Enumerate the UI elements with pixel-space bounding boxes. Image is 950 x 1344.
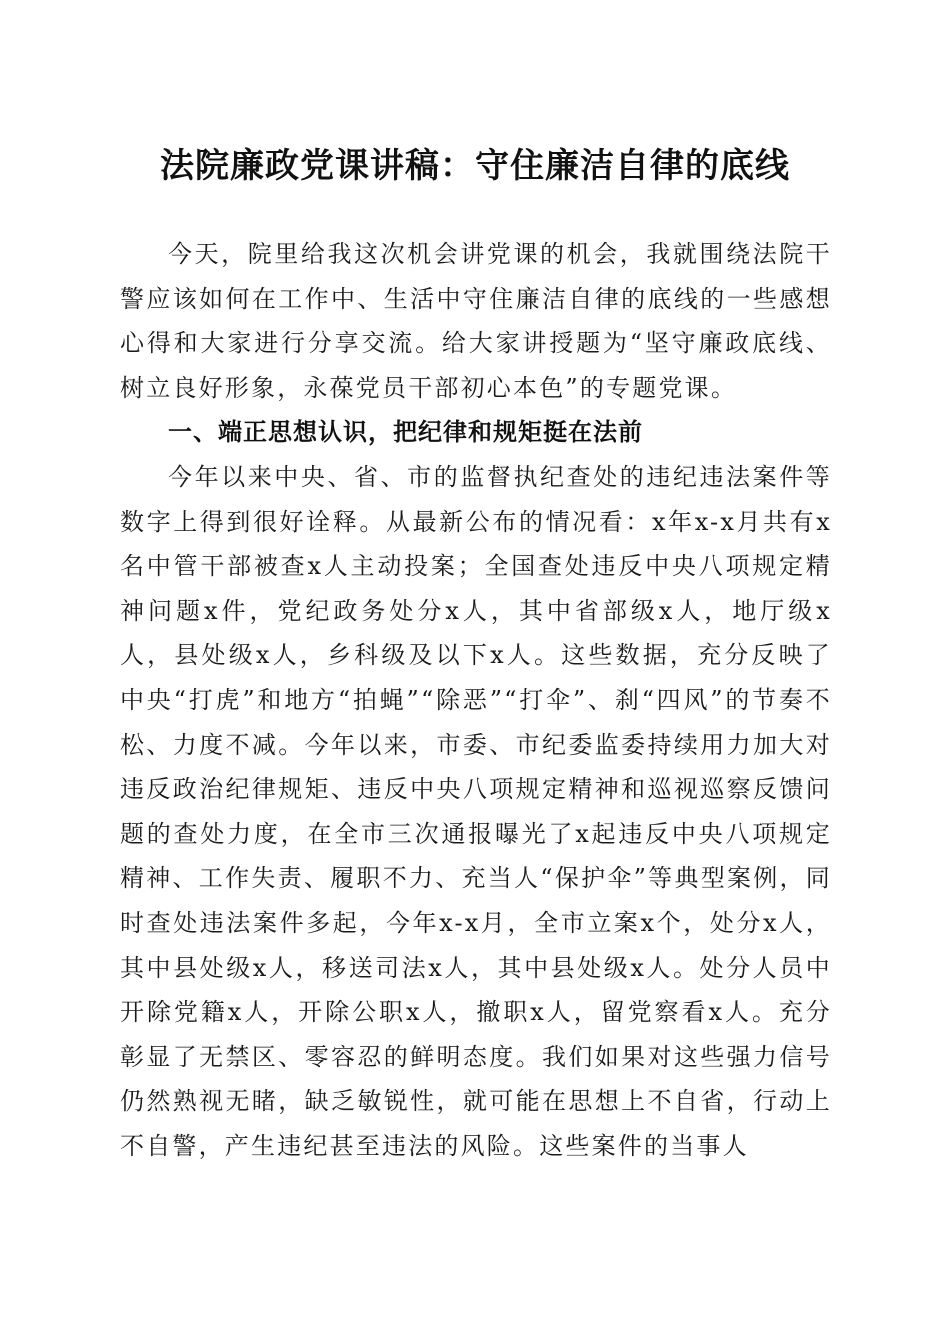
section-paragraph: 今年以来中央、省、市的监督执纪查处的违纪违法案件等数字上得到很好诠释。从最新公布的情况看：x年x-x月共有x名中管干部被查x人主动投案；全国查处违反中央八项规定精神问题x件，党纪政务处分x人，其中省部级x人，地厅级x人，县处级x人，乡科级及以下x人。这些数据，充分反映了中央“打虎”和地方“拍蝇”“除恶”“打伞”、刹“四风”的节奏不松、力度不减。今年以来，市委、市纪委监委持续用力加大对违反政治纪律规矩、违反中央八项规定精神和巡视巡察反馈问题的查处力度，在全市三次通报曝光了x起违反中央八项规定精神、工作失责、履职不力、充当人“保护伞”等典型案例，同时查处违法案件多起，今年x-x月，全市立案x个，处分x人，其中县处级x人，移送司法x人，其中县处级x人。处分人员中开除党籍x人，开除公职x人，撤职x人，留党察看x人。充分彰显了无禁区、零容忍的鲜明态度。我们如果对这些强力信号仍然熟视无睹，缺乏敏锐性，就可能在思想上不自省，行动上不自警，产生违纪甚至违法的风险。这些案件的当事人 <box>120 462 832 1160</box>
document-title: 法院廉政党课讲稿：守住廉洁自律的底线 <box>160 146 790 186</box>
section-heading: 一、端正思想认识，把纪律和规矩挺在法前 <box>168 418 643 447</box>
document-body <box>120 232 832 1168</box>
intro-paragraph: 今天，院里给我这次机会讲党课的机会，我就围绕法院干警应该如何在工作中、生活中守住廉洁自律的底线的一些感想心得和大家进行分享交流。给大家讲授题为“坚守廉政底线、树立良好形象，永葆党员干部初心本色”的专题党课。 <box>120 240 832 402</box>
